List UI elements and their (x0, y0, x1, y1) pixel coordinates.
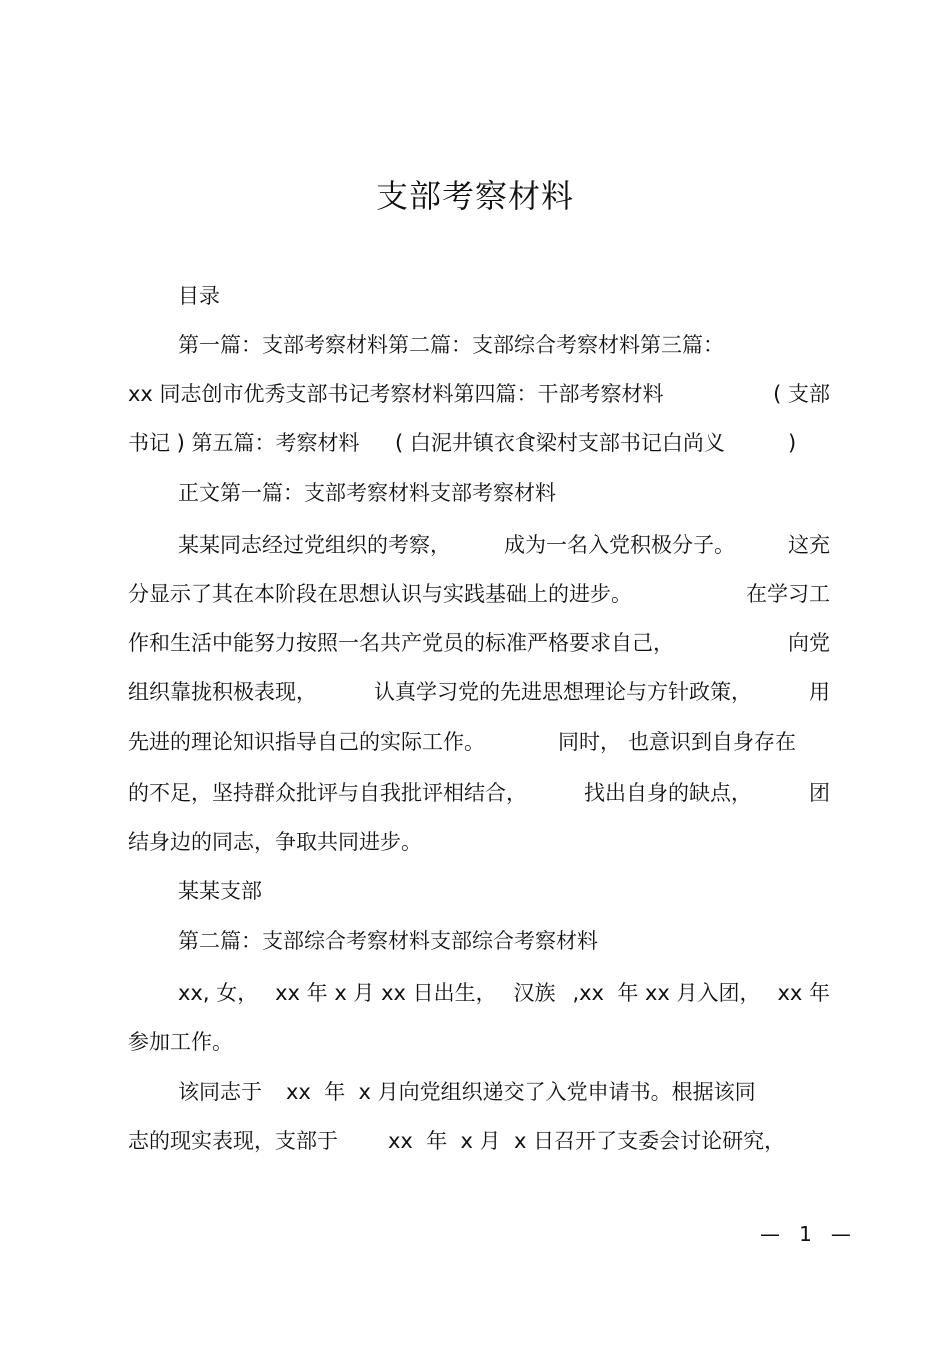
text-span: 先进的理论知识指导自己的实际工作。 (128, 730, 485, 754)
signature: 某某支部 (178, 879, 262, 903)
paragraph-line (128, 628, 830, 658)
text-span: xx 年 (777, 981, 830, 1005)
text-span: 志的现实表现，支部于 (128, 1129, 338, 1153)
text-span: 汉族 (513, 981, 556, 1005)
section-heading: 正文第一篇：支部考察材料支部考察材料 (178, 481, 556, 505)
text-span: 该同志于 (178, 1080, 262, 1104)
paragraph-line: 参加工作。 (128, 1030, 233, 1054)
toc-text: xx 同志创市优秀支部书记考察材料第四篇：干部考察材料 (128, 382, 664, 406)
toc-text: 书记 ) 第五篇：考察材料 (128, 431, 360, 455)
text-span: 同时， (558, 730, 621, 754)
text-span: xx 年 x 月 x 日召开了支委会讨论研究， (388, 1129, 786, 1153)
text-span: xx 年 x 月向党组织递交了入党申请书。根据该同 (286, 1080, 756, 1104)
text-span: 也意识到自身存在 (628, 730, 796, 754)
paragraph-line: 结身边的同志，争取共同进步。 (128, 830, 422, 854)
text-span: 组织靠拢积极表现， (128, 680, 317, 704)
paragraph-line (178, 1077, 830, 1107)
text-span: 某某同志经过党组织的考察， (178, 533, 451, 557)
text-span: 找出自身的缺点， (584, 781, 752, 805)
text-span: 的不足，坚持群众批评与自我批评相结合， (128, 781, 527, 805)
page-number: — 1 — (760, 1222, 851, 1246)
paragraph-line (128, 677, 830, 707)
section-heading: 第二篇：支部综合考察材料支部综合考察材料 (178, 929, 598, 953)
text-span: xx 年 x 月 xx 日出生， (275, 981, 497, 1005)
document-title: 支部考察材料 (375, 177, 574, 215)
text-span: 认真学习党的先进思想理论与方针政策， (374, 680, 752, 704)
text-span: 在学习工 (746, 582, 830, 606)
text-span: 作和生活中能努力按照一名共产党员的标准严格要求自己， (128, 631, 674, 655)
text-span: 用 (809, 680, 830, 704)
toc-line (128, 379, 830, 409)
text-span: 向党 (788, 631, 830, 655)
paragraph-line (128, 778, 830, 808)
text-span: ,xx 年 xx 月入团， (572, 981, 761, 1005)
text-span: 这充 (788, 533, 830, 557)
toc-line: 第一篇：支部考察材料第二篇：支部综合考察材料第三篇： (178, 333, 724, 357)
toc-text: ( 白泥井镇衣食梁村支部书记白尚义 (395, 431, 725, 455)
paragraph-line (128, 1126, 830, 1156)
toc-text: ( 支部 (773, 382, 830, 406)
paragraph-line (128, 579, 830, 609)
text-span: 成为一名入党积极分子。 (504, 533, 735, 557)
toc-text: ) (788, 431, 797, 455)
paragraph-line (128, 727, 830, 757)
paragraph-line (178, 978, 830, 1008)
toc-heading: 目录 (178, 284, 220, 308)
paragraph-line (178, 530, 830, 560)
text-span: 团 (809, 781, 830, 805)
text-span: 分显示了其在本阶段在思想认识与实践基础上的进步。 (128, 582, 632, 606)
toc-line (128, 428, 830, 458)
text-span: xx, 女， (178, 981, 259, 1005)
